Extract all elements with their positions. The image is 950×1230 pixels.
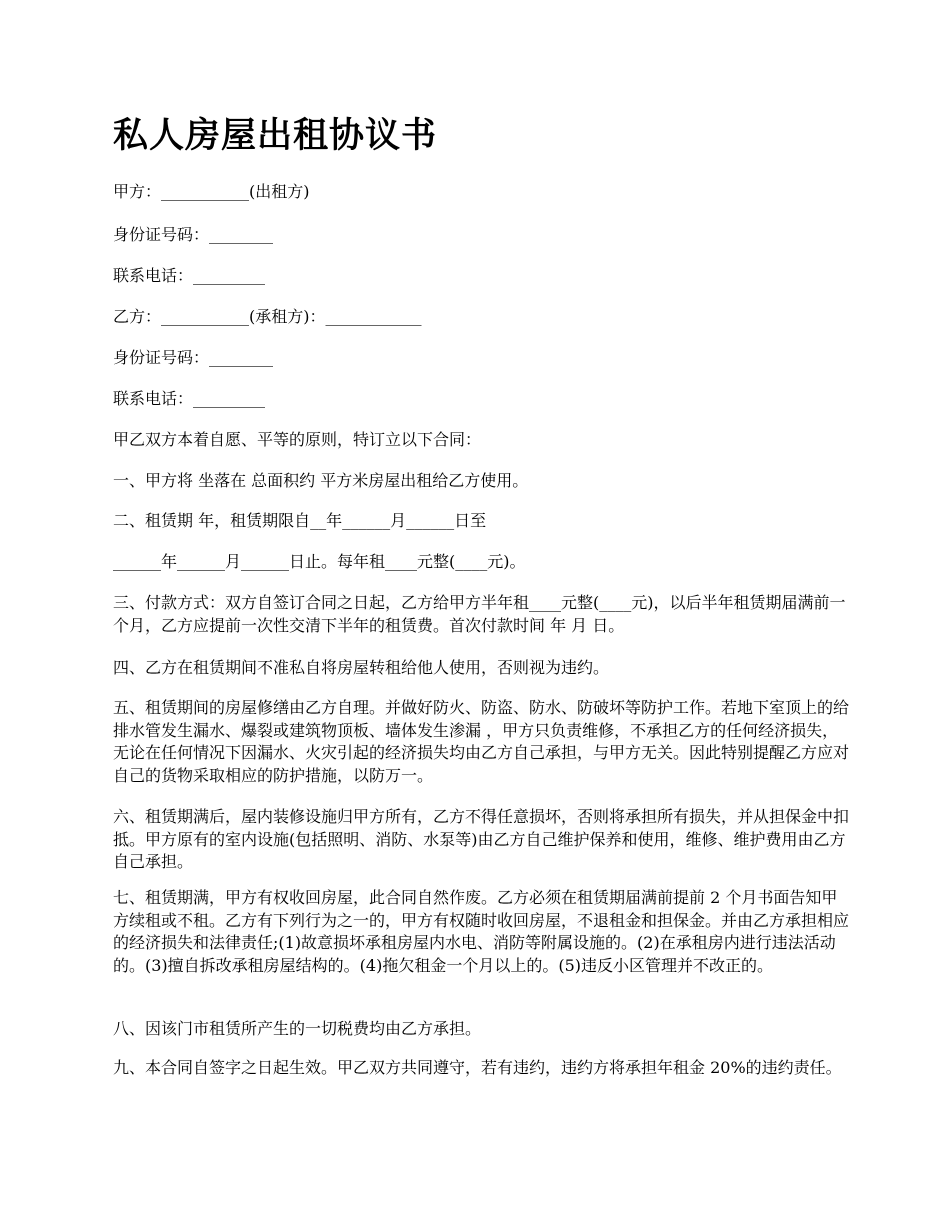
clause-4: 四、乙方在租赁期间不准私自将房屋转租给他人使用，否则视为违约。 [113, 658, 610, 677]
clause-5: 五、租赁期间的房屋修缮由乙方自理。并做好防火、防盗、防水、防破坏等防护工作。若地下室顶上的给排水管发生漏水、爆裂或建筑物顶板、墙体发生渗漏 ，甲方只负责维修，不承担乙方的任何经济损失，无论在任何情况下因漏水、火灾引起的经济损失均由乙方自己承担，与甲方无关。因此特别提醒乙方应对自己的货物采取相应的防护措施，以防万一。 [113, 698, 850, 785]
party-b-id-line: 身份证号码：________ [113, 348, 274, 367]
intro-line: 甲乙双方本着自愿、平等的原则，特订立以下合同： [113, 430, 482, 449]
clause-3: 三、付款方式：双方自签订合同之日起，乙方给甲方半年租____元整(____元)，以后半年租赁期届满前一个月，乙方应提前一次性交清下半年的租赁费。首次付款时间 年 月 日。 [113, 593, 846, 635]
clause-2-line-2: ______年______月______日止。每年租____元整(____元)。 [113, 552, 526, 571]
clause-1: 一、甲方将 坐落在 总面积约 平方米房屋出租给乙方使用。 [113, 471, 529, 490]
clause-8: 八、因该门市租赁所产生的一切税费均由乙方承担。 [113, 1019, 482, 1038]
clause-7: 七、租赁期满，甲方有权收回房屋，此合同自然作废。乙方必须在租赁期届满前提前 2 个月书面告知甲方续租或不租。乙方有下列行为之一的，甲方有权随时收回房屋，不退租金和担保金。并由乙方承担相应的经济损失和法律责任;(1)故意损坏承租房屋内水电、消防等附属设施的。(2)在承租房内进行违法活动的。(3)擅自拆改承租房屋结构的。(4)拖欠租金一个月以上的。(5)违反小区管理并不改正的。 [113, 888, 850, 975]
clause-2-line-1: 二、租赁期 年，租赁期限自__年______月______日至 [113, 511, 487, 530]
clause-6: 六、租赁期满后，屋内装修设施归甲方所有，乙方不得任意损坏，否则将承担所有损失，并从担保金中扣抵。甲方原有的室内设施(包括照明、消防、水泵等)由乙方自己维护保养和使用，维修、维护费用由乙方自己承担。 [113, 807, 850, 871]
party-b-line: 乙方：___________(承租方)：____________ [113, 307, 422, 326]
document-title: 私人房屋出租协议书 [113, 116, 438, 156]
clause-9: 九、本合同自签字之日起生效。甲乙双方共同遵守，若有违约，违约方将承担年租金 20%的违约责任。 [113, 1058, 842, 1077]
party-a-id-line: 身份证号码：________ [113, 225, 274, 244]
party-a-line: 甲方：___________(出租方) [113, 182, 310, 201]
party-a-phone-line: 联系电话：_________ [113, 266, 266, 285]
party-b-phone-line: 联系电话：_________ [113, 389, 266, 408]
